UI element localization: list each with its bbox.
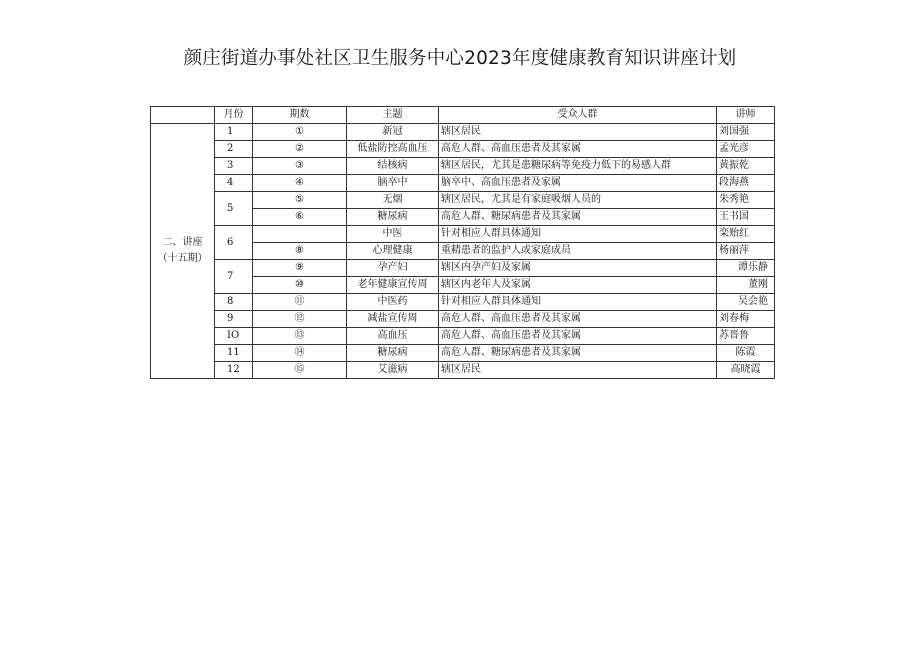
topic-cell: 脑卒中 <box>347 175 439 192</box>
month-cell: 8 <box>215 294 253 311</box>
table-row <box>151 192 775 209</box>
table-header-row <box>151 107 775 124</box>
topic-cell: 孕产妇 <box>347 260 439 277</box>
header-period: 期数 <box>253 107 347 124</box>
period-cell: ③ <box>253 158 347 175</box>
section-label-cell <box>151 124 215 379</box>
audience-cell: 高危人群、糖尿病患者及其家属 <box>439 209 717 226</box>
month-cell: 7 <box>215 260 253 294</box>
month-cell: IO <box>215 328 253 345</box>
lecturer-cell: 段海燕 <box>717 175 775 192</box>
audience-cell: 高危人群、高血压患者及其家属 <box>439 141 717 158</box>
period-cell: ① <box>253 124 347 141</box>
header-topic: 主题 <box>347 107 439 124</box>
table-row <box>151 294 775 311</box>
period-cell: ⑭ <box>253 345 347 362</box>
audience-cell: 辖区居民 <box>439 124 717 141</box>
audience-cell: 辖区居民，尤其是有家庭吸烟人员的 <box>439 192 717 209</box>
period-cell: ⑮ <box>253 362 347 379</box>
topic-cell: 糖尿病 <box>347 209 439 226</box>
audience-cell: 辖区内孕产妇及家属 <box>439 260 717 277</box>
table-row <box>151 158 775 175</box>
month-cell: 4 <box>215 175 253 192</box>
month-cell: 1 <box>215 124 253 141</box>
table-row <box>151 260 775 277</box>
month-cell: 12 <box>215 362 253 379</box>
lecturer-cell: 苏晋鲁 <box>717 328 775 345</box>
topic-cell: 心理健康 <box>347 243 439 260</box>
header-audience: 受众人群 <box>439 107 717 124</box>
header-lecturer: 讲师 <box>717 107 775 124</box>
table-row <box>151 311 775 328</box>
period-cell: ⑩ <box>253 277 347 294</box>
lecturer-cell: 刘国强 <box>717 124 775 141</box>
audience-cell: 高危人群、糖尿病患者及其家属 <box>439 345 717 362</box>
table-row <box>151 141 775 158</box>
period-cell: ⑤ <box>253 192 347 209</box>
period-cell: ⑫ <box>253 311 347 328</box>
section-label: 二、讲座 <box>162 237 203 248</box>
month-cell: 9 <box>215 311 253 328</box>
month-cell: 5 <box>215 192 253 226</box>
period-cell: ⑪ <box>253 294 347 311</box>
topic-cell: 中医药 <box>347 294 439 311</box>
audience-cell: 高危人群、高血压患者及其家属 <box>439 328 717 345</box>
period-cell: ⑥ <box>253 209 347 226</box>
period-cell: ⑧ <box>253 243 347 260</box>
audience-cell: 辖区内老年人及家属 <box>439 277 717 294</box>
table-row <box>151 328 775 345</box>
document-title: 颜庄街道办事处社区卫生服务中心2023年度健康教育知识讲座计划 <box>183 48 737 69</box>
period-cell <box>253 226 347 243</box>
table-row <box>151 226 775 243</box>
audience-cell: 脑卒中、高血压患者及家属 <box>439 175 717 192</box>
period-cell: ⑨ <box>253 260 347 277</box>
lecturer-cell: 孟光彦 <box>717 141 775 158</box>
audience-cell: 高危人群、高血压患者及其家属 <box>439 311 717 328</box>
audience-cell: 辖区居民 <box>439 362 717 379</box>
topic-cell: 高血压 <box>347 328 439 345</box>
lecturer-cell: 高晓霞 <box>717 362 775 379</box>
table-row <box>151 362 775 379</box>
audience-cell: 针对相应人群具体通知 <box>439 226 717 243</box>
month-cell: 3 <box>215 158 253 175</box>
lecturer-cell: 黄振乾 <box>717 158 775 175</box>
audience-cell: 重精患者的监护人或家庭成员 <box>439 243 717 260</box>
lecturer-cell: 刘春梅 <box>717 311 775 328</box>
lecturer-cell: 陈霞 <box>717 345 775 362</box>
lecturer-cell: 栾贻红 <box>717 226 775 243</box>
lecturer-cell: 王书国 <box>717 209 775 226</box>
lecturer-cell: 杨丽萍 <box>717 243 775 260</box>
topic-cell: 中医 <box>347 226 439 243</box>
month-cell: 6 <box>215 226 253 260</box>
table-row <box>151 124 775 141</box>
topic-cell: 低盐防控高血压 <box>347 141 439 158</box>
lecturer-cell: 董刚 <box>717 277 775 294</box>
month-cell: 2 <box>215 141 253 158</box>
period-cell: ④ <box>253 175 347 192</box>
audience-cell: 针对相应人群具体通知 <box>439 294 717 311</box>
section-count: （十五期） <box>157 253 208 264</box>
table-row <box>151 345 775 362</box>
lecturer-cell: 谭乐静 <box>717 260 775 277</box>
header-blank <box>151 107 215 124</box>
topic-cell: 艾滋病 <box>347 362 439 379</box>
topic-cell: 结核病 <box>347 158 439 175</box>
topic-cell: 无烟 <box>347 192 439 209</box>
table-row <box>151 175 775 192</box>
period-cell: ② <box>253 141 347 158</box>
topic-cell: 老年健康宣传周 <box>347 277 439 294</box>
lecturer-cell: 朱秀艳 <box>717 192 775 209</box>
header-month: 月份 <box>215 107 253 124</box>
lecturer-cell: 吴会艳 <box>717 294 775 311</box>
period-cell: ⑬ <box>253 328 347 345</box>
topic-cell: 糖尿病 <box>347 345 439 362</box>
month-cell: 11 <box>215 345 253 362</box>
topic-cell: 新冠 <box>347 124 439 141</box>
lecture-plan-table <box>150 106 775 379</box>
audience-cell: 辖区居民，尤其是患糖尿病等免疫力低下的易感人群 <box>439 158 717 175</box>
topic-cell: 减盐宣传周 <box>347 311 439 328</box>
